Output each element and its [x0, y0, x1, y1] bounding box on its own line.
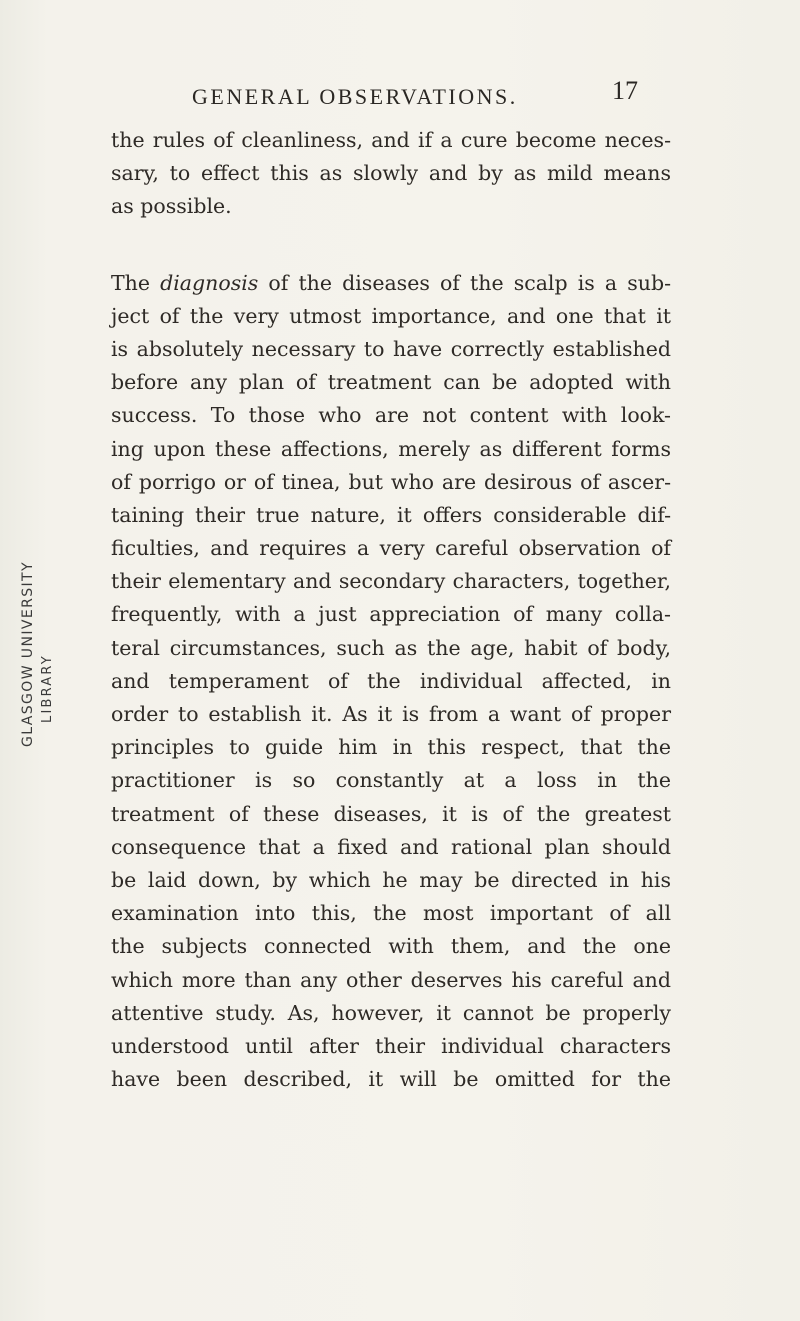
text-run: The	[111, 270, 161, 295]
text-line: is absolutely necessary to have correctly established	[111, 336, 671, 361]
page-number: 17	[612, 76, 638, 105]
text-line: ing upon these affections, merely as different forms	[111, 436, 671, 461]
text-line: and temperament of the individual affected, in	[111, 668, 671, 693]
text-line: frequently, with a just appreciation of many colla-	[111, 602, 671, 627]
library-stamp	[20, 561, 64, 750]
stamp-line-library: LIBRARY	[40, 654, 55, 723]
text-line: their elementary and secondary characters, together,	[111, 569, 671, 594]
text-line: attentive study. As, however, it cannot be properly	[111, 1000, 671, 1025]
text-line: order to establish it. As it is from a want of proper	[111, 702, 671, 726]
stamp-line-university: GLASGOW UNIVERSITY	[20, 561, 36, 747]
paragraph-2	[111, 267, 671, 1097]
text-line: practitioner is so constantly at a loss in the	[111, 768, 671, 793]
text-line: the rules of cleanliness, and if a cure become neces-	[111, 128, 671, 152]
text-line: the subjects connected with them, and the one	[111, 934, 671, 959]
text-line: before any plan of treatment can be adopted with	[111, 370, 671, 395]
text-line: principles to guide him in this respect, that the	[111, 735, 671, 760]
text-line: consequence that a fixed and rational plan should	[111, 834, 671, 859]
text-run: of the diseases of the scalp is a sub-	[258, 270, 671, 295]
running-head: GENERAL OBSERVATIONS.	[192, 84, 518, 109]
text-line: sary, to effect this as slowly and by as mild means	[111, 161, 671, 186]
text-line: taining their true nature, it offers considerable dif-	[111, 502, 671, 527]
body-text	[111, 124, 671, 1096]
paragraph-1	[111, 124, 671, 224]
text-line: ficulties, and requires a very careful observation of	[111, 536, 671, 561]
paragraph-gap	[111, 224, 671, 267]
text-line: which more than any other deserves his careful and	[111, 967, 671, 992]
text-line: examination into this, the most important of all	[111, 901, 671, 926]
text-line-first	[111, 267, 671, 300]
text-line: be laid down, by which he may be directed in his	[111, 867, 671, 892]
text-line: understood until after their individual characters	[111, 1033, 671, 1058]
text-line: teral circumstances, such as the age, habit of body,	[111, 635, 671, 660]
text-line: treatment of these diseases, it is of the greatest	[111, 801, 671, 826]
text-line: ject of the very utmost importance, and one that it	[111, 303, 671, 328]
text-line: of porrigo or of tinea, but who are desirous of ascer-	[111, 469, 671, 494]
text-line: success. To those who are not content with look-	[111, 403, 671, 428]
text-line: as possible.	[111, 194, 232, 219]
italic-term: diagnosis	[160, 270, 259, 295]
text-line: have been described, it will be omitted for the	[111, 1067, 671, 1092]
